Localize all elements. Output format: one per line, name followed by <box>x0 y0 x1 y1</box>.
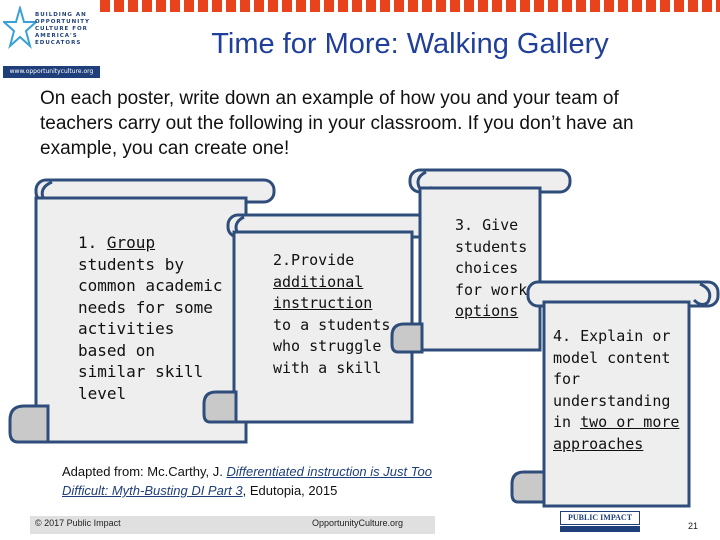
logo-url: www.opportunityculture.org <box>3 66 100 78</box>
logo-bar <box>560 526 640 532</box>
logo-text: BUILDING AN OPPORTUNITY CULTURE FOR AMERICA'S EDUCATORS <box>35 12 91 46</box>
poster-text-2: 2.Provide additional instruction to a students who struggle with a skill <box>273 251 391 377</box>
page-title: Time for More: Walking Gallery <box>211 28 609 60</box>
logo-text: PUBLIC IMPACT <box>560 511 640 525</box>
poster-text-4: 4. Explain or model content for understanding in two or more approaches <box>553 327 680 453</box>
poster-text-1: 1. Group students by common academic needs for some activities based on similar skill level <box>78 233 223 403</box>
intro-text: On each poster, write down an example of how you and your team of teachers carry out the following in your classroom. If you don’t have an example, you can create one! <box>40 88 634 159</box>
source-credit: Adapted from: Mc.Carthy, J. Differentiated instruction is Just Too Difficult: Myth-Busting DI Part 3, Edutopia, 2015 <box>62 464 432 498</box>
poster-text-3: 3. Give students choices for work options <box>455 216 528 320</box>
source-link[interactable]: Differentiated instruction is Just Too Difficult: Myth-Busting DI Part 3 <box>62 464 432 498</box>
footer-site: OpportunityCulture.org <box>312 518 404 528</box>
footer-copyright: © 2017 Public Impact <box>35 518 121 528</box>
page-number: 21 <box>688 521 699 531</box>
public-impact-logo <box>560 511 642 533</box>
